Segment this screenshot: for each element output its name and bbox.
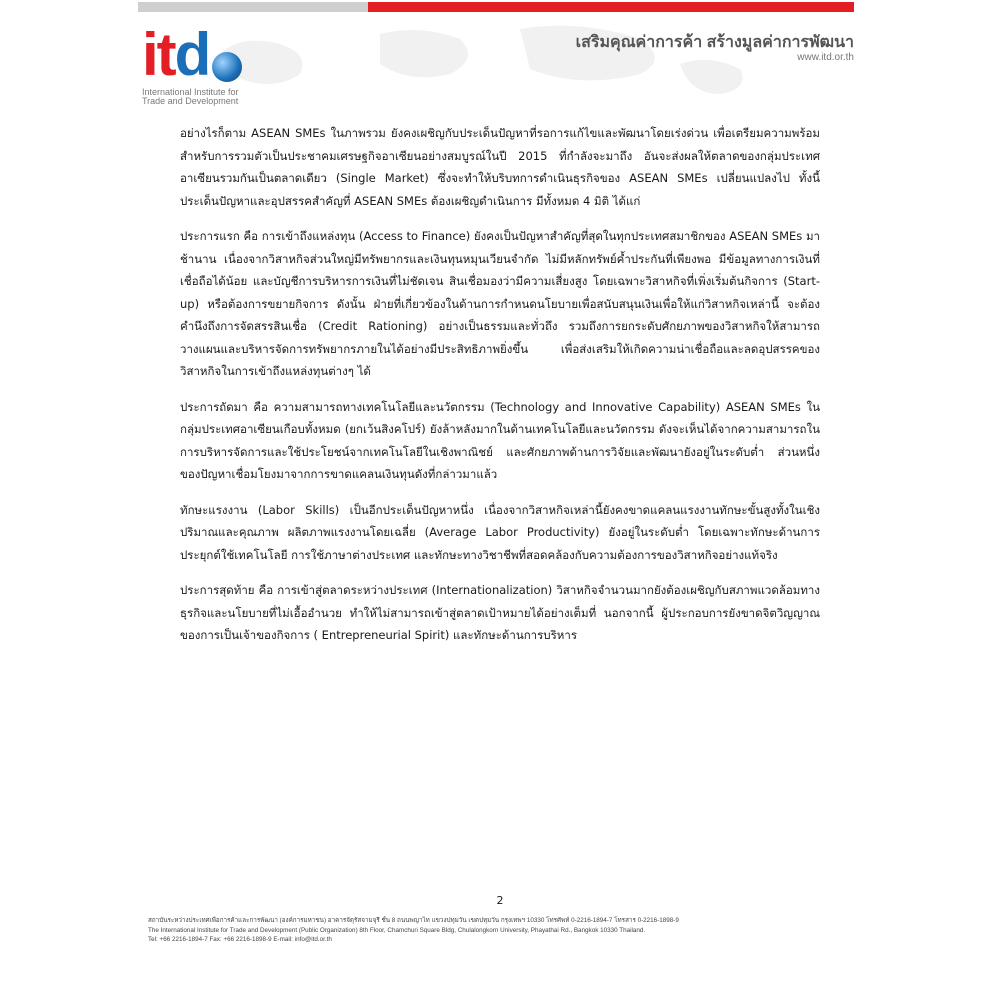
logo-letter-i: i (142, 21, 157, 88)
paragraph-labor-skills: ทักษะแรงงาน (Labor Skills) เป็นอีกประเด็นปัญหาหนึ่ง เนื่องจากวิสาหกิจเหล่านี้ยังคงขาดแคลนแรงงานทักษะขั้นสูงทั้งในเชิงปริมาณและคุณภาพ ผลิตภาพแรงงานโดยเฉลี่ย (Average Labor Productivity) ยังอยู่ในระดับต่ำ โดยเฉพาะทักษะด้านการประยุกต์ใช้เทคโนโลยี การใช้ภาษาต่างประเทศ และทักษะทางวิชาชีพที่สอดคล้องกับความต้องการของวิสาหกิจอย่างแท้จริง (180, 502, 820, 562)
logo-subtitle: International Institute for Trade and Development (142, 87, 239, 106)
footer (148, 916, 854, 945)
logo-letter-d: d (174, 21, 210, 88)
header-color-bar (138, 2, 854, 12)
paragraph-intro: อย่างไรก็ตาม ASEAN SMEs ในภาพรวม ยังคงเผชิญกับประเด็นปัญหาที่รอการแก้ไขและพัฒนาโดยเร่งด่วน เพื่อเตรียมความพร้อมสำหรับการรวมตัวเป็นประชาคมเศรษฐกิจอาเซียนอย่างสมบูรณ์ในปี 2015 ที่กำลังจะมาถึง อันจะส่งผลให้ตลาดของกลุ่มประเทศอาเซียนรวมกันเป็นตลาดเดียว (Single Market) ซึ่งจะทำให้บริบทการดำเนินธุรกิจของ ASEAN SMEs เปลี่ยนแปลงไป ทั้งนี้ ประเด็นปัญหาและอุปสรรคสำคัญที่ ASEAN SMEs ต้องเผชิญดำเนินการ มีทั้งหมด 4 มิติ ได้แก่ (180, 126, 820, 208)
itd-logo (142, 20, 209, 90)
footer-line-thai: สถาบันระหว่างประเทศเพื่อการค้าและการพัฒนา (องค์การมหาชน) อาคารจัตุรัสจามจุรี ชั้น 8 ถนนพญาไท แขวงปทุมวัน เขตปทุมวัน กรุงเทพฯ 10330 โทรศัพท์ 0-2216-1894-7 โทรสาร 0-2216-1898-9 (148, 917, 679, 924)
header-bar-red (368, 2, 854, 12)
header-slogan: เสริมคุณค่าการค้า สร้างมูลค่าการพัฒนา (575, 34, 854, 51)
footer-line-english: The International Institute for Trade and Development (Public Organization) 8th Floor, Chamchuri Square Bldg, Chulalongkorn University, Phayathai Rd., Bangkok 10330 Thailand. (148, 926, 646, 934)
world-map-watermark (180, 14, 830, 104)
paragraph-technology: ประการถัดมา คือ ความสามารถทางเทคโนโลยีและนวัตกรรม (Technology and Innovative Capability) ASEAN SMEs ในกลุ่มประเทศอาเซียนเกือบทั้งหมด (ยกเว้นสิงคโปร์) ยังล้าหลังมากในด้านเทคโนโลยีและนวัตกรรม ดังจะเห็นได้จากความสามารถในการบริหารจัดการและใช้ประโยชน์จากเทคโนโลยีในเชิงพาณิชย์ และศักยภาพด้านการวิจัยและพัฒนายังอยู่ในระดับต่ำ ส่วนหนึ่งของปัญหาเชื่อมโยงมาจากการขาดแคลนเงินทุนดังที่กล่าวมาแล้ว (180, 399, 820, 481)
document-body (180, 122, 820, 660)
header-website: www.itd.or.th (797, 52, 854, 63)
paragraph-internationalization: ประการสุดท้าย คือ การเข้าสู่ตลาดระหว่างประเทศ (Internationalization) วิสาหกิจจำนวนมากยังต้องเผชิญกับสภาพแวดล้อมทางธุรกิจและนโยบายที่ไม่เอื้ออำนวย ทำให้ไม่สามารถเข้าสู่ตลาดเป้าหมายได้อย่างเต็มที่ นอกจากนี้ ผู้ประกอบการยังขาดจิตวิญญาณของการเป็นเจ้าของกิจการ ( Entrepreneurial Spirit) และทักษะด้านการบริหาร (180, 583, 820, 642)
paragraph-access-to-finance: ประการแรก คือ การเข้าถึงแหล่งทุน (Access to Finance) ยังคงเป็นปัญหาสำคัญที่สุดในทุกประเทศสมาชิกของ ASEAN SMEs มาช้านาน เนื่องจากวิสาหกิจส่วนใหญ่มีทรัพยากรและเงินทุนหมุนเวียนจำกัด ไม่มีหลักทรัพย์ค้ำประกันที่เพียงพอ มีข้อมูลทางการเงินที่เชื่อถือได้น้อย และบัญชีการบริหารการเงินที่ไม่ชัดเจน สินเชื่อมองว่ามีความเสี่ยงสูง โดยเฉพาะวิสาหกิจที่เพิ่งเริ่มต้นกิจการ (Start-up) หรือต้องการขยายกิจการ ดังนั้น ฝ่ายที่เกี่ยวข้องในด้านการกำหนดนโยบายเพื่อสนับสนุนเงินเพื่อให้แก่วิสาหกิจเหล่านี้ จะต้องคำนึงถึงการจัดสรรสินเชื่อ (Credit Rationing) อย่างเป็นธรรมและทั่วถึง รวมถึงการยกระดับศักยภาพของวิสาหกิจให้สามารถวางแผนและบริหารจัดการทรัพยากรภายในได้อย่างมีประสิทธิภาพยิ่งขึ้น เพื่อส่งเสริมให้เกิดความน่าเชื่อถือและลดอุปสรรคของวิสาหกิจในการเข้าถึงแหล่งทุนต่างๆ ได้ (180, 229, 820, 378)
footer-line-contact: Tel: +66 2216-1894-7 Fax: +66 2216-1898-9 E-mail: info@itd.or.th (148, 936, 332, 943)
header-bar-grey (138, 2, 368, 12)
globe-icon (212, 52, 242, 82)
page-number: 2 (496, 894, 504, 907)
logo-letter-t: t (156, 21, 175, 88)
